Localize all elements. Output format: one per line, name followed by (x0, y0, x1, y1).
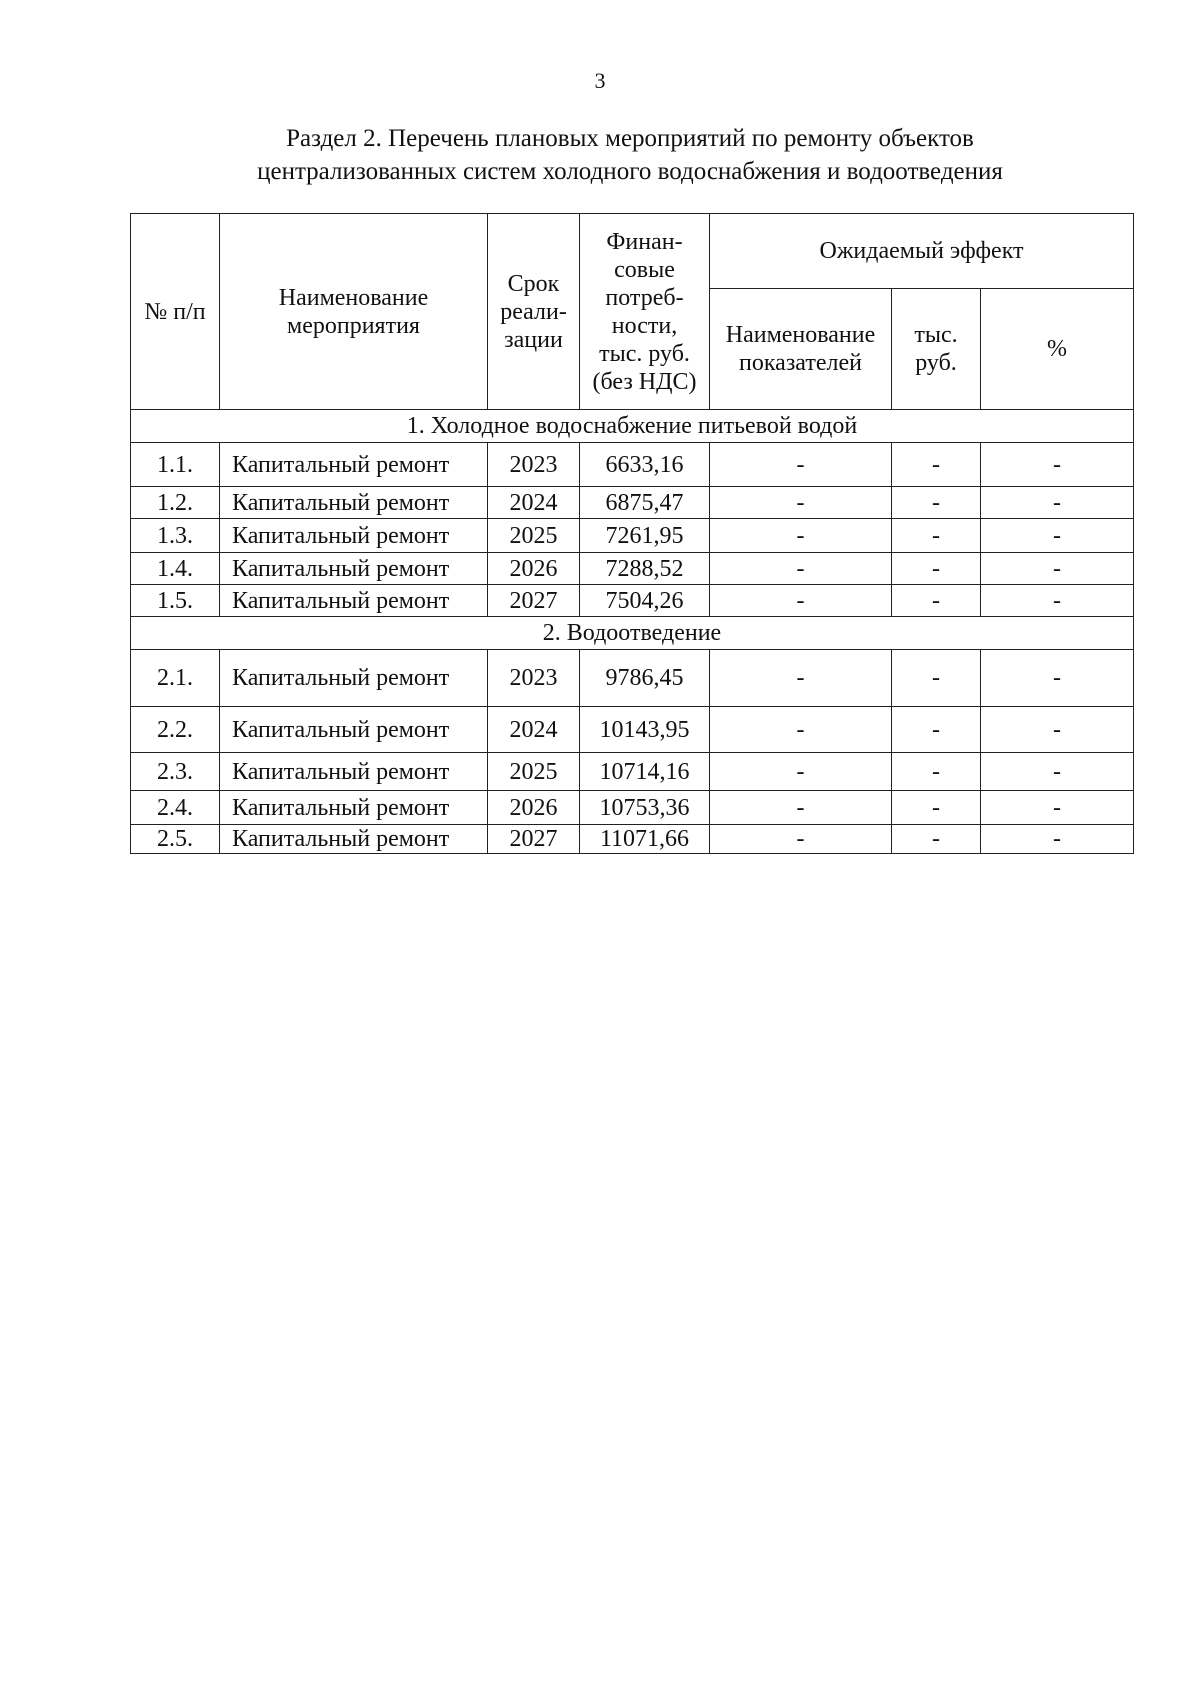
cell-year: 2027 (488, 585, 580, 617)
header-finance-line-3: потреб- (605, 284, 684, 311)
header-effect: Ожидаемый эффект (710, 214, 1134, 289)
cell-year: 2027 (488, 825, 580, 854)
section-title-line-2: централизованных систем холодного водоснабжения и водоотведения (257, 158, 1003, 185)
cell-indicator: - (710, 519, 892, 553)
cell-percent: - (981, 443, 1134, 487)
header-finance-line-6: (без НДС) (592, 368, 697, 395)
cell-percent: - (981, 519, 1134, 553)
table-row (131, 553, 1134, 585)
section-title-cell: 1. Холодное водоснабжение питьевой водой (131, 410, 1134, 443)
header-finance-line-2: совые (614, 256, 675, 283)
cell-percent: - (981, 791, 1134, 825)
section-title-line-1: Раздел 2. Перечень плановых мероприятий по ремонту объектов (286, 125, 974, 152)
cell-finance: 7504,26 (580, 585, 710, 617)
cell-year: 2024 (488, 707, 580, 753)
cell-finance: 6633,16 (580, 443, 710, 487)
header-term (488, 214, 580, 410)
header-thousand-rub (892, 289, 981, 410)
cell-num: 1.4. (131, 553, 220, 585)
header-thousand-line-1: тыс. (914, 322, 958, 348)
cell-thousand: - (892, 650, 981, 707)
cell-finance: 7288,52 (580, 553, 710, 585)
cell-num: 2.5. (131, 825, 220, 854)
header-term-line-2: реали- (500, 298, 567, 325)
cell-thousand: - (892, 753, 981, 791)
cell-name: Капитальный ремонт (220, 585, 488, 617)
header-term-line-1: Срок (507, 270, 560, 297)
header-percent: % (981, 289, 1134, 410)
cell-num: 1.1. (131, 443, 220, 487)
cell-percent: - (981, 753, 1134, 791)
cell-percent: - (981, 825, 1134, 854)
cell-thousand: - (892, 519, 981, 553)
cell-thousand: - (892, 791, 981, 825)
cell-indicator: - (710, 650, 892, 707)
table-row (131, 825, 1134, 854)
cell-indicator: - (710, 825, 892, 854)
cell-indicator: - (710, 753, 892, 791)
cell-indicator: - (710, 487, 892, 519)
cell-finance: 11071,66 (580, 825, 710, 854)
cell-num: 2.4. (131, 791, 220, 825)
cell-finance: 10714,16 (580, 753, 710, 791)
cell-percent: - (981, 553, 1134, 585)
header-term-line-3: зации (504, 326, 563, 353)
cell-name: Капитальный ремонт (220, 791, 488, 825)
table-row (131, 487, 1134, 519)
cell-thousand: - (892, 443, 981, 487)
cell-year: 2025 (488, 519, 580, 553)
table-row (131, 791, 1134, 825)
cell-percent: - (981, 487, 1134, 519)
cell-indicator: - (710, 585, 892, 617)
table-row (131, 753, 1134, 791)
header-indicators-line-2: показателей (739, 350, 862, 376)
header-thousand-line-2: руб. (915, 350, 957, 376)
cell-thousand: - (892, 825, 981, 854)
cell-num: 1.2. (131, 487, 220, 519)
table-row (131, 443, 1134, 487)
cell-year: 2026 (488, 791, 580, 825)
cell-percent: - (981, 707, 1134, 753)
header-name (220, 214, 488, 410)
header-finance (580, 214, 710, 410)
header-indicators (710, 289, 892, 410)
cell-name: Капитальный ремонт (220, 707, 488, 753)
cell-num: 1.5. (131, 585, 220, 617)
section-title-cell: 2. Водоотведение (131, 617, 1134, 650)
cell-indicator: - (710, 707, 892, 753)
cell-name: Капитальный ремонт (220, 487, 488, 519)
cell-thousand: - (892, 707, 981, 753)
cell-year: 2023 (488, 650, 580, 707)
section-title (200, 122, 1060, 188)
cell-finance: 10143,95 (580, 707, 710, 753)
cell-name: Капитальный ремонт (220, 650, 488, 707)
cell-thousand: - (892, 585, 981, 617)
table-row (131, 519, 1134, 553)
cell-indicator: - (710, 791, 892, 825)
page-number: 3 (594, 68, 606, 93)
cell-name: Капитальный ремонт (220, 753, 488, 791)
header-name-line-2: мероприятия (287, 312, 420, 339)
cell-name: Капитальный ремонт (220, 825, 488, 854)
cell-finance: 7261,95 (580, 519, 710, 553)
cell-finance: 10753,36 (580, 791, 710, 825)
cell-year: 2025 (488, 753, 580, 791)
header-finance-line-4: ности, (611, 312, 678, 339)
cell-name: Капитальный ремонт (220, 443, 488, 487)
cell-indicator: - (710, 443, 892, 487)
cell-thousand: - (892, 553, 981, 585)
header-finance-line-1: Финан- (606, 228, 683, 255)
plan-table (130, 213, 1134, 854)
cell-finance: 9786,45 (580, 650, 710, 707)
cell-finance: 6875,47 (580, 487, 710, 519)
cell-num: 1.3. (131, 519, 220, 553)
section-row (131, 617, 1134, 650)
cell-percent: - (981, 650, 1134, 707)
header-finance-line-5: тыс. руб. (599, 340, 690, 367)
table-row (131, 585, 1134, 617)
cell-percent: - (981, 585, 1134, 617)
header-indicators-line-1: Наименование (725, 322, 876, 348)
cell-year: 2023 (488, 443, 580, 487)
cell-indicator: - (710, 553, 892, 585)
cell-thousand: - (892, 487, 981, 519)
cell-num: 2.1. (131, 650, 220, 707)
cell-num: 2.3. (131, 753, 220, 791)
section-row (131, 410, 1134, 443)
header-num: № п/п (131, 214, 220, 410)
header-name-line-1: Наименование (278, 284, 429, 311)
cell-num: 2.2. (131, 707, 220, 753)
cell-year: 2026 (488, 553, 580, 585)
cell-year: 2024 (488, 487, 580, 519)
cell-name: Капитальный ремонт (220, 519, 488, 553)
table-row (131, 650, 1134, 707)
cell-name: Капитальный ремонт (220, 553, 488, 585)
table-row (131, 707, 1134, 753)
